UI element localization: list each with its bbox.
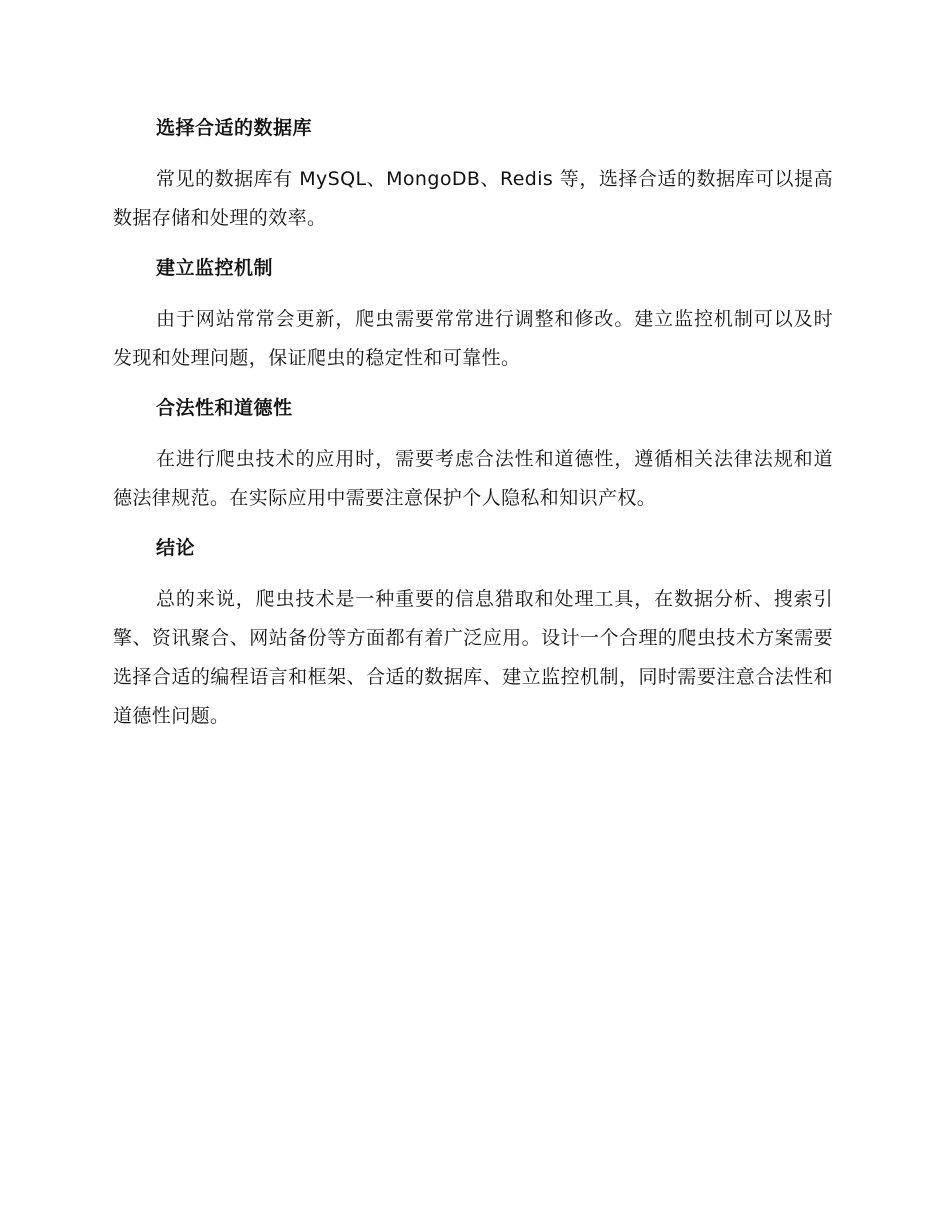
- section-paragraph-legality: 在进行爬虫技术的应用时，需要考虑合法性和道德性，遵循相关法律法规和道德法律规范。在实际应用中需要注意保护个人隐私和知识产权。: [113, 448, 833, 509]
- section-paragraph-conclusion: 总的来说，爬虫技术是一种重要的信息猎取和处理工具，在数据分析、搜索引擎、资讯聚合、网站备份等方面都有着广泛应用。设计一个合理的爬虫技术方案需要选择合适的编程语言和框架、合适的数据库、建立监控机制，同时需要注意合法性和道德性问题。: [113, 588, 833, 727]
- section-heading-conclusion: 结论: [156, 537, 196, 559]
- section-heading-database: 选择合适的数据库: [156, 117, 313, 139]
- section-paragraph-database: 常见的数据库有 MySQL、MongoDB、Redis 等，选择合适的数据库可以提高数据存储和处理的效率。: [113, 168, 833, 229]
- document-body: [113, 112, 833, 750]
- section-heading-legality: 合法性和道德性: [156, 397, 293, 419]
- section-paragraph-monitoring: 由于网站常常会更新，爬虫需要常常进行调整和修改。建立监控机制可以及时发现和处理问题，保证爬虫的稳定性和可靠性。: [113, 308, 833, 369]
- section-heading-monitoring: 建立监控机制: [156, 257, 274, 279]
